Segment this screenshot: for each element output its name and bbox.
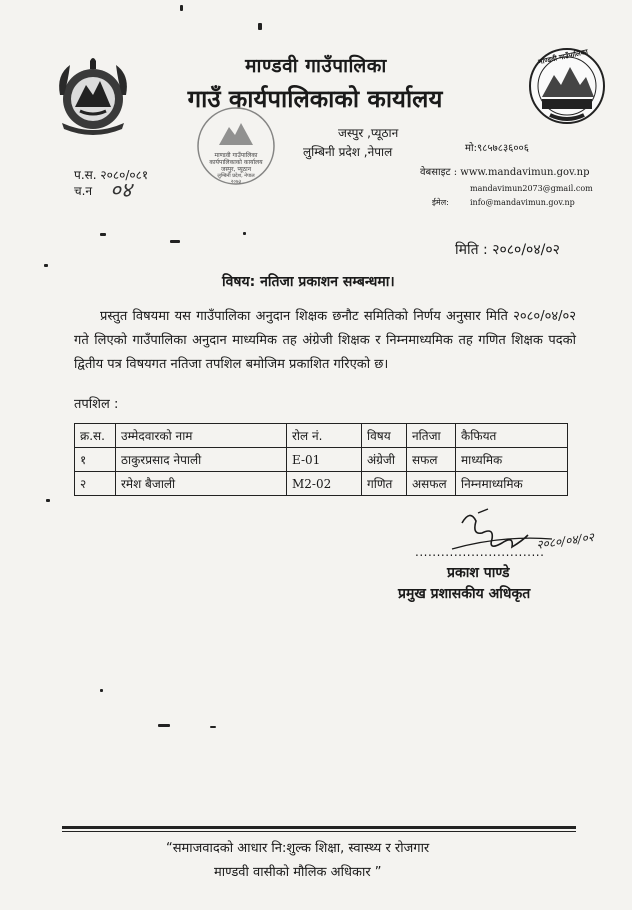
cell-roll: M2-02 <box>287 472 362 496</box>
letter-reference-number: प.स. २०८०/०८१ <box>74 168 149 182</box>
signature-date: २०८०/०४/०२ <box>535 530 595 552</box>
cell-result: असफल <box>407 472 456 496</box>
scan-speck <box>180 5 183 11</box>
col-header-remarks: कैफियत <box>456 424 568 448</box>
stamp-line3: जस्पुर, प्यूठान <box>220 166 252 173</box>
cell-subject: गणित <box>362 472 407 496</box>
cell-remarks: माध्यमिक <box>456 448 568 472</box>
table-row <box>75 448 568 472</box>
cell-name: रमेश बैजाली <box>116 472 287 496</box>
cell-sn: २ <box>75 472 116 496</box>
office-stamp-icon <box>195 105 277 187</box>
scan-speck <box>100 689 103 692</box>
scan-speck <box>210 726 216 728</box>
location-line2: लुम्बिनी प्रदेश ,नेपाल <box>303 145 393 159</box>
cell-subject: अंग्रेजी <box>362 448 407 472</box>
municipality-name: माण्डवी गाउँपालिका <box>245 55 387 77</box>
col-header-name: उम्मेदवारको नाम <box>116 424 287 448</box>
scan-speck <box>44 264 48 267</box>
cell-name: ठाकुरप्रसाद नेपाली <box>116 448 287 472</box>
col-header-sn: क्र.स. <box>75 424 116 448</box>
footer-divider-thin <box>62 831 576 832</box>
details-label: तपशिल : <box>74 397 119 412</box>
cell-result: सफल <box>407 448 456 472</box>
office-name: गाउँ कार्यपालिकाको कार्यालय <box>187 85 443 113</box>
emblem-text: माण्डवी गाउँपालिका <box>537 47 589 67</box>
email-label: ईमेल: <box>432 198 449 207</box>
scan-speck <box>46 499 50 502</box>
stamp-line4: लुम्बिनी प्रदेश, नेपाल <box>217 173 255 179</box>
scan-speck <box>243 232 246 235</box>
letter-body: प्रस्तुत विषयमा यस गाउँपालिका अनुदान शिक्षक छनौट समितिको निर्णय अनुसार मिति २०८०/०४/०२ गते लिएको गाउँपालिका अनुदान माध्यमिक तह अंग्रेजी शिक्षक र निम्नमाध्यमिक तह गणित शिक्षक पदको द्वितीय पत्र विषयगत नतिजा तपशिल बमोजिम प्रकाशित गरिएको छ। <box>74 309 576 372</box>
scan-speck <box>100 233 106 236</box>
cell-roll: E-01 <box>287 448 362 472</box>
table-row <box>75 472 568 496</box>
email-secondary: info@mandavimun.gov.np <box>470 198 575 207</box>
email-primary: mandavimun2073@gmail.com <box>470 184 593 193</box>
cell-sn: १ <box>75 448 116 472</box>
table-header-row <box>75 424 568 448</box>
stamp-line1: माण्डवी गाउँपालिका <box>214 152 258 159</box>
footer-slogan-line2: माण्डवी वासीको मौलिक अधिकार ” <box>214 865 382 880</box>
signatory-name: प्रकाश पाण्डे <box>447 565 510 581</box>
letter-date: मिति : २०८०/०४/०२ <box>455 242 560 258</box>
website: वेबसाइट : www.mandavimun.gov.np <box>420 167 590 178</box>
footer-slogan-line1: “समाजवादको आधार नि:शुल्क शिक्षा, स्वास्थ्य र रोजगार <box>166 841 430 856</box>
col-header-subject: विषय <box>362 424 407 448</box>
col-header-result: नतिजा <box>407 424 456 448</box>
col-header-roll: रोल नं. <box>287 424 362 448</box>
signatory-title: प्रमुख प्रशासकीय अधिकृत <box>398 586 531 602</box>
stamp-line2: कार्यपालिकाको कार्यालय <box>209 159 263 166</box>
dispatch-number-label: च.न <box>74 184 93 198</box>
phone-number: मो:९८५७८३६००६ <box>465 143 529 154</box>
results-table <box>74 423 568 496</box>
letter-subject: विषय: नतिजा प्रकाशन सम्बन्धमा। <box>222 274 395 290</box>
stamp-line5: २०७३ <box>230 179 242 185</box>
dispatch-number-value: ०४ <box>110 178 132 202</box>
scan-speck <box>258 23 262 30</box>
scan-speck <box>170 240 180 243</box>
location-line1: जस्पुर ,प्यूठान <box>338 126 399 140</box>
scan-speck <box>158 724 170 727</box>
signature-line: .............................. <box>415 545 545 559</box>
footer-divider <box>62 826 576 829</box>
cell-remarks: निम्नमाध्यमिक <box>456 472 568 496</box>
